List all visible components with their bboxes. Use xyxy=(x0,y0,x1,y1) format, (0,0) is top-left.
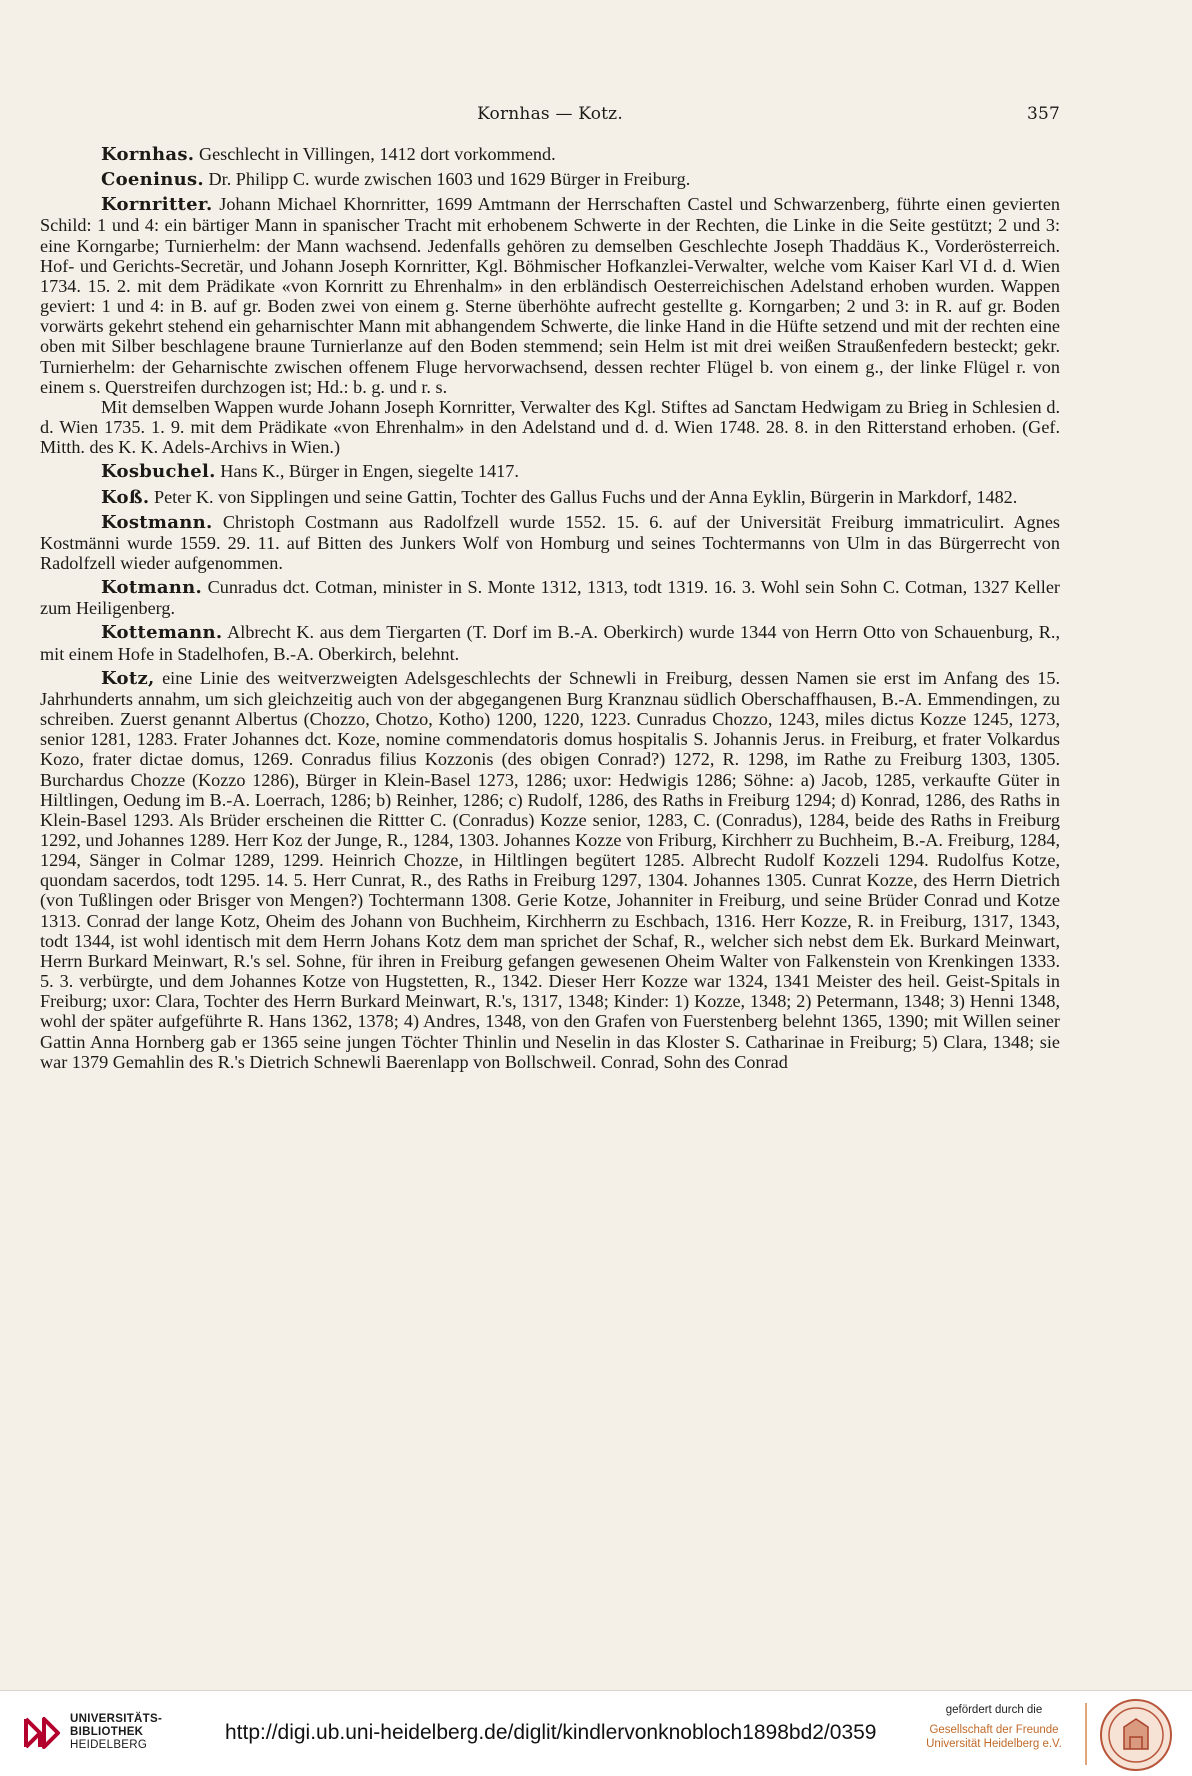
page-number: 357 xyxy=(1026,104,1060,124)
university-seal-icon xyxy=(1098,1697,1174,1773)
entry-kornhas xyxy=(40,144,1060,165)
entry-text: Christoph Costmann aus Radolfzell wurde 1552. 15. 6. auf der Universität Freiburg immatriculirt. Agnes Kostmänni wurde 1559. 29. 11. auf Bitten des Junkers Wolf von Homburg und seines Tochtermanns von Ulm in das Bürgerrecht von Radolfzell wieder aufgenommen. xyxy=(40,511,1060,573)
footer-divider xyxy=(1085,1703,1087,1765)
entry-kotz xyxy=(40,668,1060,1072)
library-name-line: HEIDELBERG xyxy=(70,1739,148,1751)
entry-text: Mit demselben Wappen wurde Johann Joseph Kornritter, Verwalter des Kgl. Stiftes ad Sanctam Hedwigam zu Brieg in Schlesien d. d. Wien 1735. 1. 9. mit dem Prädikate «von Ehrenhalm» in den Adelstand und d. d. Wien 1748. 28. 8. in den Ritterstand erhoben. (Gef. Mitth. des K. K. Adels-Archivs in Wien.) xyxy=(40,396,1060,458)
entry-text: Albrecht K. aus dem Tiergarten (T. Dorf im B.-A. Oberkirch) wurde 1344 von Herrn Otto von Schauenburg, R., mit einem Hofe in Stadelhofen, B.-A. Oberkirch, belehnt. xyxy=(40,622,1060,664)
entry-text: Cunradus dct. Cotman, minister in S. Monte 1312, 1313, todt 1319. 16. 3. Wohl sein Sohn C. Cotman, 1327 Keller zum Heiligenberg. xyxy=(40,577,1060,619)
sponsor-block xyxy=(910,1703,1078,1751)
sponsor-name-line: Gesellschaft der Freunde xyxy=(929,1724,1059,1736)
sponsor-name-line: Universität Heidelberg e.V. xyxy=(926,1738,1062,1750)
entry-koss xyxy=(40,487,1060,508)
entry-text: Geschlecht in Villingen, 1412 dort vorkommend. xyxy=(194,144,556,164)
entry-kosbuchel xyxy=(40,461,1060,482)
entry-text: Dr. Philipp C. wurde zwischen 1603 und 1629 Bürger in Freiburg. xyxy=(203,169,691,190)
entry-text: eine Linie des weitverzweigten Adelsgeschlechts der Schnewli in Freiburg, dessen Namen sie erst im Anfang des 15. Jahrhunderts annahm, um sich gleichzeitig auch von der abgegangenen Burg Kranznau südlich Oberschaffhausen, B.-A. Emmendingen, zu schreiben. Zuerst genannt Albertus (Chozzo, Chotzo, Kotho) 1200, 1220, 1223. Cunradus Chozzo, 1243, miles dictus Kozze 1245, 1273, senior 1281, 1283. Frater Johannes dct. Koze, nomine commendatoris domus hospitalis S. Johannis Jerus. in Freiburg, et frater Volkardus Kozo, frater dictae domus, 1269. Conradus filius Kozzonis (des obigen Conrad?) 1272, R. 1298, im Rathe zu Freiburg 1303, 1305. Burchardus Chozze (Kozzo 1286), Bürger in Klein-Basel 1273, 1286; uxor: Hedwigis 1286; Söhne: a) Jacob, 1285, verkaufte Güter in Hiltlingen, Oedung im B.-A. Loerrach, 1286; b) Reinher, 1286; c) Rudolf, 1286, des Raths in Freiburg 1294; d) Konrad, 1286, des Raths in Klein-Basel 1293. Als Brüder erscheinen die Rittter C. (Conradus) Kozze senior, 1283, C. (Conradus), 1284, beide des Raths in Freiburg 1292, und Johannes 1289. Herr Koz der Junge, R., 1284, 1303. Johannes Kozze von Friburg, Kirchherr zu Buchheim, B.-A. Freiburg, 1284, 1294, Sänger in Colmar 1289, 1299. Heinrich Chozze, in Hiltlingen begütert 1285. Albrecht Rudolf Kozzeli 1294. Rudolfus Kotze, quondam sacerdos, todt 1295. 14. 5. Herr Cunrat, R., des Raths in Freiburg 1297, 1304. Johannes 1305. Cunrat Kozze, des Herrn Dietrich (von Tußlingen oder Brisger von Mengen?) Tochtermann 1308. Gerie Kotze, Johanniter in Freiburg, und seine Brüder Conrad und Kotze 1313. Conrad der lange Kotz, Oheim des Johann von Buchheim, Kirchherrn zu Eschbach, 1316. Herr Kozze, R. in Freiburg, 1317, 1343, todt 1344, ist wohl identisch mit dem Herrn Johans Kotz dem man sprichet der Schaf, R., welcher sich nebst dem Ek. Burkard Meinwart, Herrn Burkard Meinwart, R.'s sel. Sohne, für ihren in Freiburg gefangen gewesenen Oheim Walter von Falkenstein von Krenkingen 1333. 5. 3. verbürgte, und dem Johannes Kotze von Hugstetten, R., 1342. Dieser Herr Kozze war 1324, 1341 Meister des heil. Geist-Spitals in Freiburg; uxor: Clara, Tochter des Herrn Burkard Meinwart, R.'s, 1317, 1348; Kinder: 1) Kozze, 1348; 2) Petermann, 1348; 3) Henni 1348, wohl der später aufgeführte R. Hans 1362, 1378; 4) Andres, 1348, von den Grafen von Fuerstenberg belehnt 1365, 1390; mit Willen seiner Gattin Anna Hornberg gab er 1365 seine jungen Töchter Thinlin und Neselin in das Kloster S. Catharinae in Freiburg; 5) Clara, 1348; sie war 1379 Gemahlin des R.'s Dietrich Schnewli Baerenlapp von Bollschweil. Conrad, Sohn des Conrad xyxy=(40,667,1060,1072)
sponsored-by-label: gefördert durch die xyxy=(945,1704,1043,1716)
entry-text: Hans K., Bürger in Engen, siegelte 1417. xyxy=(215,461,519,482)
body-text xyxy=(40,144,1060,1076)
entry-kostmann xyxy=(40,512,1060,573)
entry-head: Coeninus. xyxy=(101,169,204,191)
library-name-line: BIBLIOTHEK xyxy=(70,1726,144,1738)
entry-coeninus xyxy=(40,169,1060,190)
entry-head: Kornritter. xyxy=(101,194,213,216)
university-library-logo-icon xyxy=(22,1713,62,1753)
entry-head: Kornhas. xyxy=(101,144,195,165)
entry-kotmann xyxy=(40,577,1060,618)
entry-text: Johann Michael Khornritter, 1699 Amtmann der Herrschaften Castel und Schwarzenberg, führte einen gevierten Schild: 1 und 4: ein bärtiger Mann in spanischer Tracht mit erhobenem Schwerte in der Rechten, die Linke in die Seite gestützt; 2 und 3: eine Korngarbe; Turnierhelm: der Mann wachsend. Jedenfalls gehören zu demselben Geschlechte Joseph Thaddäus K., Vorderösterreich. Hof- und Gerichts-Secretär, und Johann Joseph Kornritter, Kgl. Böhmischer Hofkanzlei-Verwalter, welche vom Kaiser Karl VI d. d. Wien 1734. 15. 2. mit dem Prädikate «von Kornritt zu Ehrenhalm» in den erbländisch Oesterreichischen Adelstand erhoben wurden. Wappen geviert: 1 und 4: in B. auf gr. Boden zwei von einem g. Sterne überhöhte aufrecht gestellte g. Korngarben; 2 und 3: in R. auf gr. Boden vorwärts gekehrt stehend ein geharnischter Mann mit abhangendem Schwerte, die linke Hand in die Hüfte setzend und mit der rechten eine oben mit Silber beschlagene braune Turnierlanze auf den Boden stemmend; sein Helm ist mit drei weißen Straußenfedern besteckt; gekr. Turnierhelm: der Geharnischte zwischen offenem Fluge hervorwachsend, dessen rechter Flügel b. von einem g., der linke Flügel r. von einem s. Querstreifen durchzogen ist; Hd.: b. g. und r. s. xyxy=(40,194,1060,397)
permalink-url[interactable]: http://digi.ub.uni-heidelberg.de/diglit/kindlervonknobloch1898bd2/0359 xyxy=(225,1721,877,1744)
running-head-title: Kornhas — Kotz. xyxy=(477,104,623,124)
entry-head: Kostmann. xyxy=(101,511,213,533)
viewer-footer xyxy=(0,1690,1192,1776)
entry-kornritter-continued xyxy=(40,397,1060,457)
entry-kottemann xyxy=(40,622,1060,663)
entry-head: Koß. xyxy=(101,486,150,508)
entry-head: Kotmann. xyxy=(101,577,203,599)
entry-head: Kotz, xyxy=(101,667,155,689)
running-head xyxy=(40,104,1060,128)
library-name-line: UNIVERSITÄTS- xyxy=(70,1713,163,1725)
entry-head: Kottemann. xyxy=(101,622,223,644)
entry-head: Kosbuchel. xyxy=(101,461,216,483)
library-name xyxy=(70,1713,162,1752)
entry-text: Peter K. von Sipplingen und seine Gattin, Tochter des Gallus Fuchs und der Anna Eyklin, Bürgerin in Markdorf, 1482. xyxy=(149,486,1018,507)
entry-kornritter xyxy=(40,194,1060,397)
